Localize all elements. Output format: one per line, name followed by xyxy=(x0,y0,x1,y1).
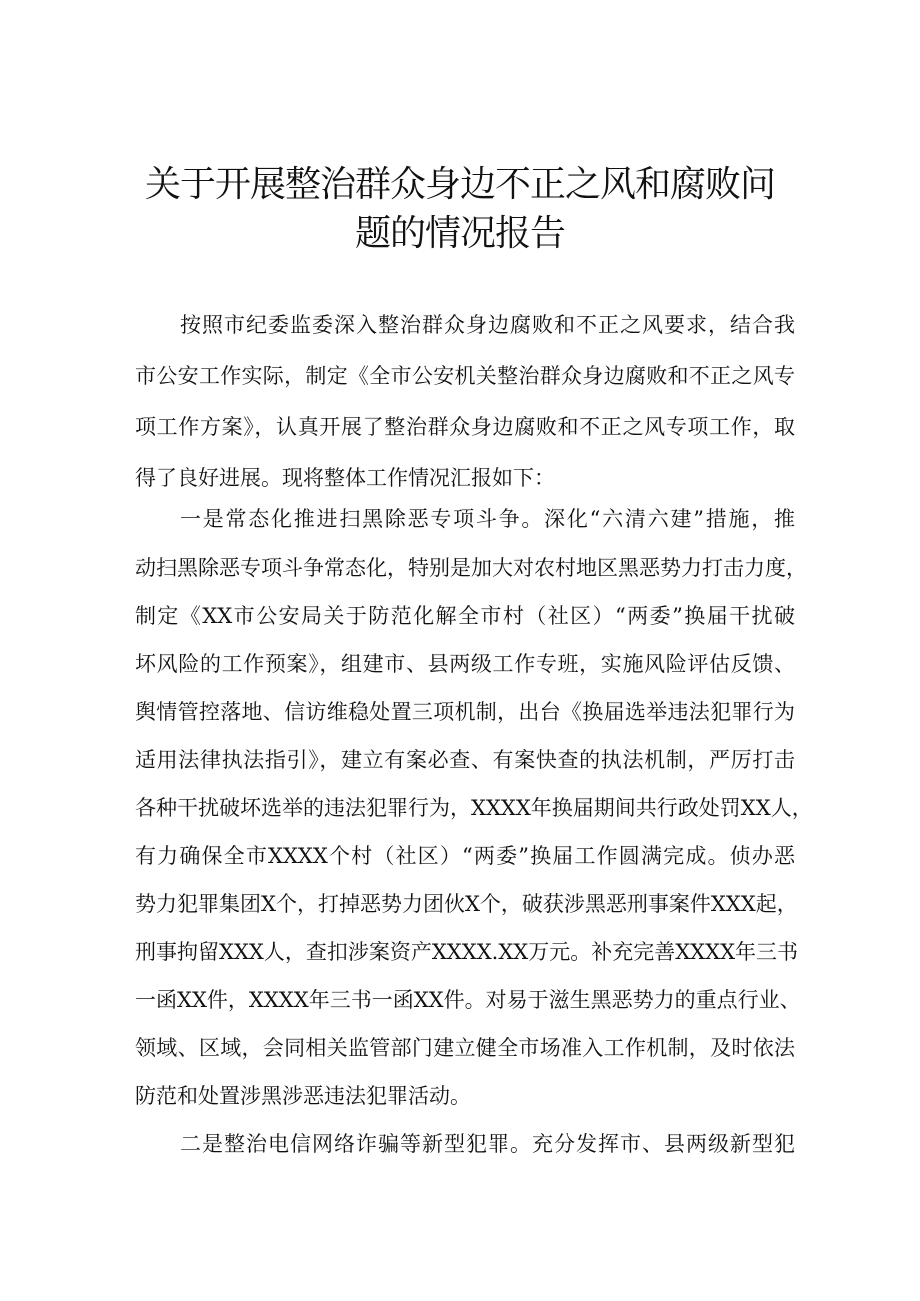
paragraph-2-line-4: 坏风险的工作预案》，组建市、县两级工作专班，实施风险评估反馈、 xyxy=(135,652,795,676)
paragraph-2-line-3: 制定《XX市公安局关于防范化解全市村（社区）“两委”换届干扰破 xyxy=(135,604,795,628)
document-title-line-2: 题的情况报告 xyxy=(354,213,565,254)
paragraph-1-line-1: 按照市纪委监委深入整治群众身边腐败和不正之风要求，结合我 xyxy=(180,313,795,337)
paragraph-2-line-6: 适用法律执法指引》，建立有案必查、有案快查的执法机制，严厉打击 xyxy=(135,748,795,772)
paragraph-2-line-12: 领域、区域，会同相关监管部门建立健全市场准入工作机制，及时依法 xyxy=(135,1036,795,1060)
paragraph-2-line-11: 一函XX件，XXXX年三书一函XX件。对易于滋生黑恶势力的重点行业、 xyxy=(135,988,801,1012)
paragraph-2-line-8: 有力确保全市XXXX个村（社区）“两委”换届工作圆满完成。侦办恶 xyxy=(135,844,795,868)
paragraph-1-line-4: 得了良好进展。现将整体工作情况汇报如下： xyxy=(135,466,555,490)
paragraph-2-line-2: 动扫黑除恶专项斗争常态化，特别是加大对农村地区黑恶势力打击力度， xyxy=(135,556,807,580)
paragraph-1-line-3: 项工作方案》，认真开展了整治群众身边腐败和不正之风专项工作，取 xyxy=(135,415,795,439)
paragraph-2-line-9: 势力犯罪集团X个，打掉恶势力团伙X个，破获涉黑恶刑事案件XXX起， xyxy=(135,892,798,916)
paragraph-2-line-10: 刑事拘留XXX人，查扣涉案资产XXXX.XX万元。补充完善XXXX年三书 xyxy=(135,940,799,964)
document-title-line-1: 关于开展整治群众身边不正之风和腐败问 xyxy=(144,164,775,205)
paragraph-2-line-7: 各种干扰破坏选举的违法犯罪行为，XXXX年换届期间共行政处罚XX人， xyxy=(135,796,813,820)
paragraph-1-line-2: 市公安工作实际，制定《全市公安机关整治群众身边腐败和不正之风专 xyxy=(135,364,795,388)
paragraph-2-line-5: 舆情管控落地、信访维稳处置三项机制，出台《换届选举违法犯罪行为 xyxy=(135,700,795,724)
paragraph-3-line-1: 二是整治电信网络诈骗等新型犯罪。充分发挥市、县两级新型犯 xyxy=(180,1132,795,1156)
paragraph-2-line-1: 一是常态化推进扫黑除恶专项斗争。深化“六清六建”措施，推 xyxy=(180,507,795,531)
paragraph-2-line-13: 防范和处置涉黑涉恶违法犯罪活动。 xyxy=(135,1084,471,1108)
